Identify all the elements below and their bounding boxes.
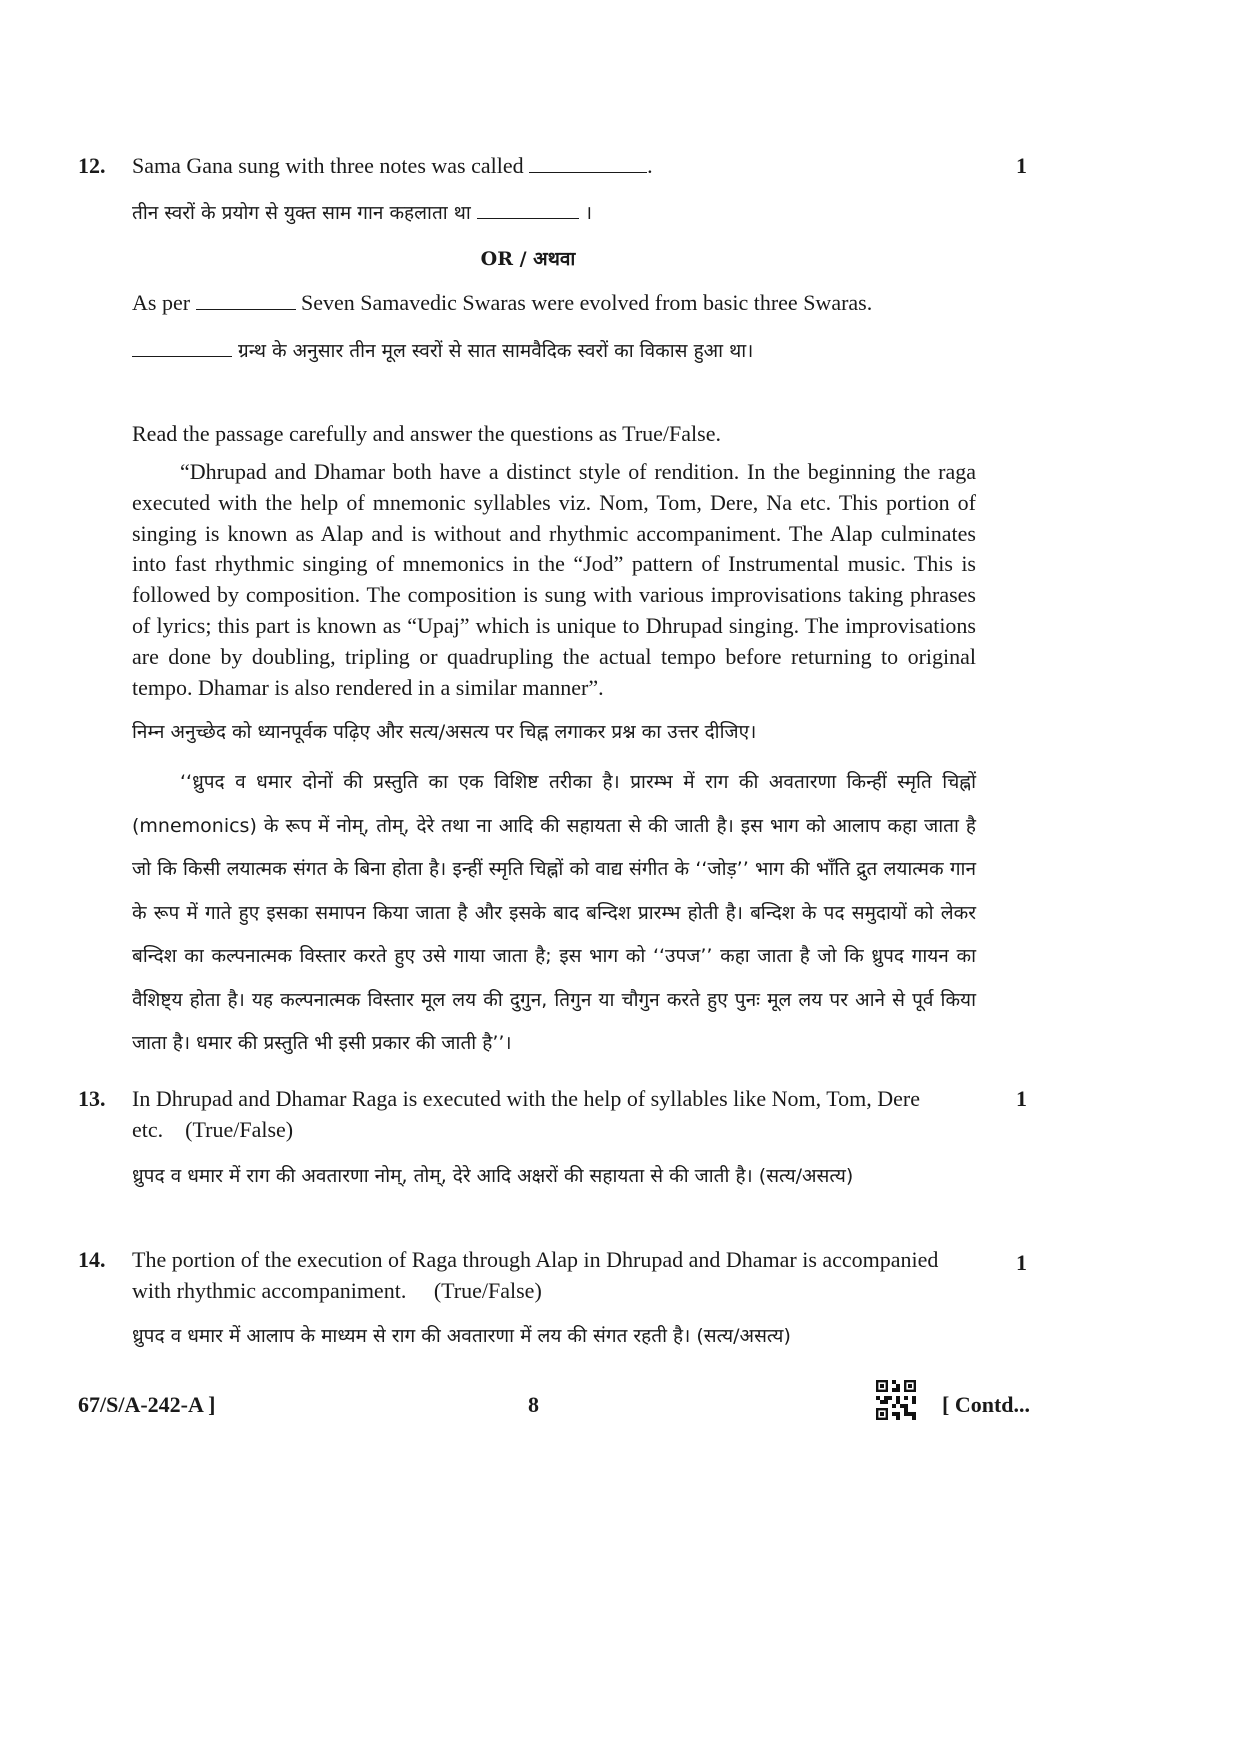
- q12-text-before: Sama Gana sung with three notes was called: [132, 153, 524, 178]
- passage-body-en: “Dhrupad and Dhamar both have a distinct style of rendition. In the beginning the raga executed with the help of mnemonic syllables viz. Nom, Tom, Dere, Na etc. This portion of singing is known as Alap and is without and rhythmic accompaniment. The Alap culminates into fast rhythmic singing of mnemonics in the “Jod” pattern of Instrumental music. This is followed by composition. The composition is sung with various improvisations taking phrases of lyrics; this part is known as “Upaj” which is unique to Dhrupad singing. The improvisations are done by doubling, tripling or quadrupling the actual tempo before returning to original tempo. Dhamar is also rendered in a similar manner”.: [132, 459, 976, 700]
- q12-hi-before: तीन स्वरों के प्रयोग से युक्त साम गान कहलाता था: [132, 202, 471, 224]
- question-14-number: 14.: [78, 1247, 106, 1272]
- question-14-text-hi: ध्रुपद व धमार में आलाप के माध्यम से राग की अवतारणा में लय की संगत रहती है। (सत्य/असत्य): [132, 1325, 791, 1347]
- passage-instruction-hi: निम्न अनुच्छेद को ध्यानपूर्वक पढ़िए और सत्य/असत्य पर चिह्न लगाकर प्रश्न का उत्तर दीजिए।: [132, 721, 757, 743]
- question-13-text-en-line2: etc. (True/False): [132, 1117, 294, 1142]
- question-12-text-hi: [132, 199, 592, 225]
- or-separator: OR / अथवा: [480, 248, 576, 270]
- question-12-alt-en: [132, 290, 872, 316]
- paper-code: 67/S/A-242-A ]: [78, 1392, 216, 1417]
- continued-label: [ Contd...: [942, 1392, 1031, 1417]
- question-12-number: 12.: [78, 153, 106, 178]
- question-13-number: 13.: [78, 1086, 106, 1111]
- question-14-text-en-line1: The portion of the execution of Raga through Alap in Dhrupad and Dhamar is accompanied: [132, 1247, 939, 1272]
- question-12-alt-hi: [132, 337, 753, 363]
- qr-code-graphic: [876, 1380, 916, 1420]
- q12-alt-hi-answer-blank: [132, 342, 232, 357]
- question-13-marks: 1: [1016, 1086, 1027, 1111]
- q12-alt-hi-after: ग्रन्थ के अनुसार तीन मूल स्वरों से सात सामवैदिक स्वरों का विकास हुआ था।: [238, 340, 754, 362]
- question-13-text-hi: ध्रुपद व धमार में राग की अवतारणा नोम्, तोम्, देरे आदि अक्षरों की सहायता से की जाती है। (सत्य/असत्य): [132, 1165, 854, 1187]
- passage-instruction-en: Read the passage carefully and answer the questions as True/False.: [132, 421, 721, 446]
- q12-text-after: .: [647, 153, 653, 178]
- question-14-text-en-line2: with rhythmic accompaniment. (True/False): [132, 1278, 542, 1303]
- question-13-text-en-line1: In Dhrupad and Dhamar Raga is executed with the help of syllables like Nom, Tom, Dere: [132, 1086, 921, 1111]
- q12-hi-after: ।: [584, 202, 593, 224]
- q12-alt-answer-blank: [196, 295, 296, 310]
- question-12-marks: 1: [1016, 153, 1027, 178]
- question-14-marks: 1: [1016, 1250, 1027, 1275]
- q12-alt-after: Seven Samavedic Swaras were evolved from basic three Swaras.: [301, 290, 873, 315]
- qr-code-icon: [876, 1380, 916, 1424]
- page-number: 8: [528, 1392, 539, 1417]
- question-12-text-en: [132, 153, 653, 179]
- q12-hi-answer-blank: [477, 204, 579, 219]
- q12-alt-before: As per: [132, 290, 191, 315]
- q12-answer-blank: [529, 158, 647, 173]
- passage-body-hi: ‘‘ध्रुपद व धमार दोनों की प्रस्तुति का एक विशिष्ट तरीका है। प्रारम्भ में राग की अवतारणा किन्हीं स्मृति चिह्नों (mnemonics) के रूप में नोम्, तोम्, देरे तथा ना आदि की सहायता से की जाती है। इस भाग को आलाप कहा जाता है जो कि किसी लयात्मक संगत के बिना होता है। इन्हीं स्मृति चिह्नों को वाद्य संगीत के ‘‘जोड़’’ भाग की भाँति द्रुत लयात्मक गान के रूप में गाते हुए इसका समापन किया जाता है और इसके बाद बन्दिश प्रारम्भ होती है। बन्दिश के पद समुदायों को लेकर बन्दिश का कल्पनात्मक विस्तार करते हुए उसे गाया जाता है; इस भाग को ‘‘उपज’’ कहा जाता है जो कि ध्रुपद गायन का वैशिष्ट्य होता है। यह कल्पनात्मक विस्तार मूल लय की दुगुन, तिगुन या चौगुन करते हुए पुनः मूल लय पर आने से पूर्व किया जाता है। धमार की प्रस्तुति भी इसी प्रकार की जाती है’’।: [132, 771, 976, 1054]
